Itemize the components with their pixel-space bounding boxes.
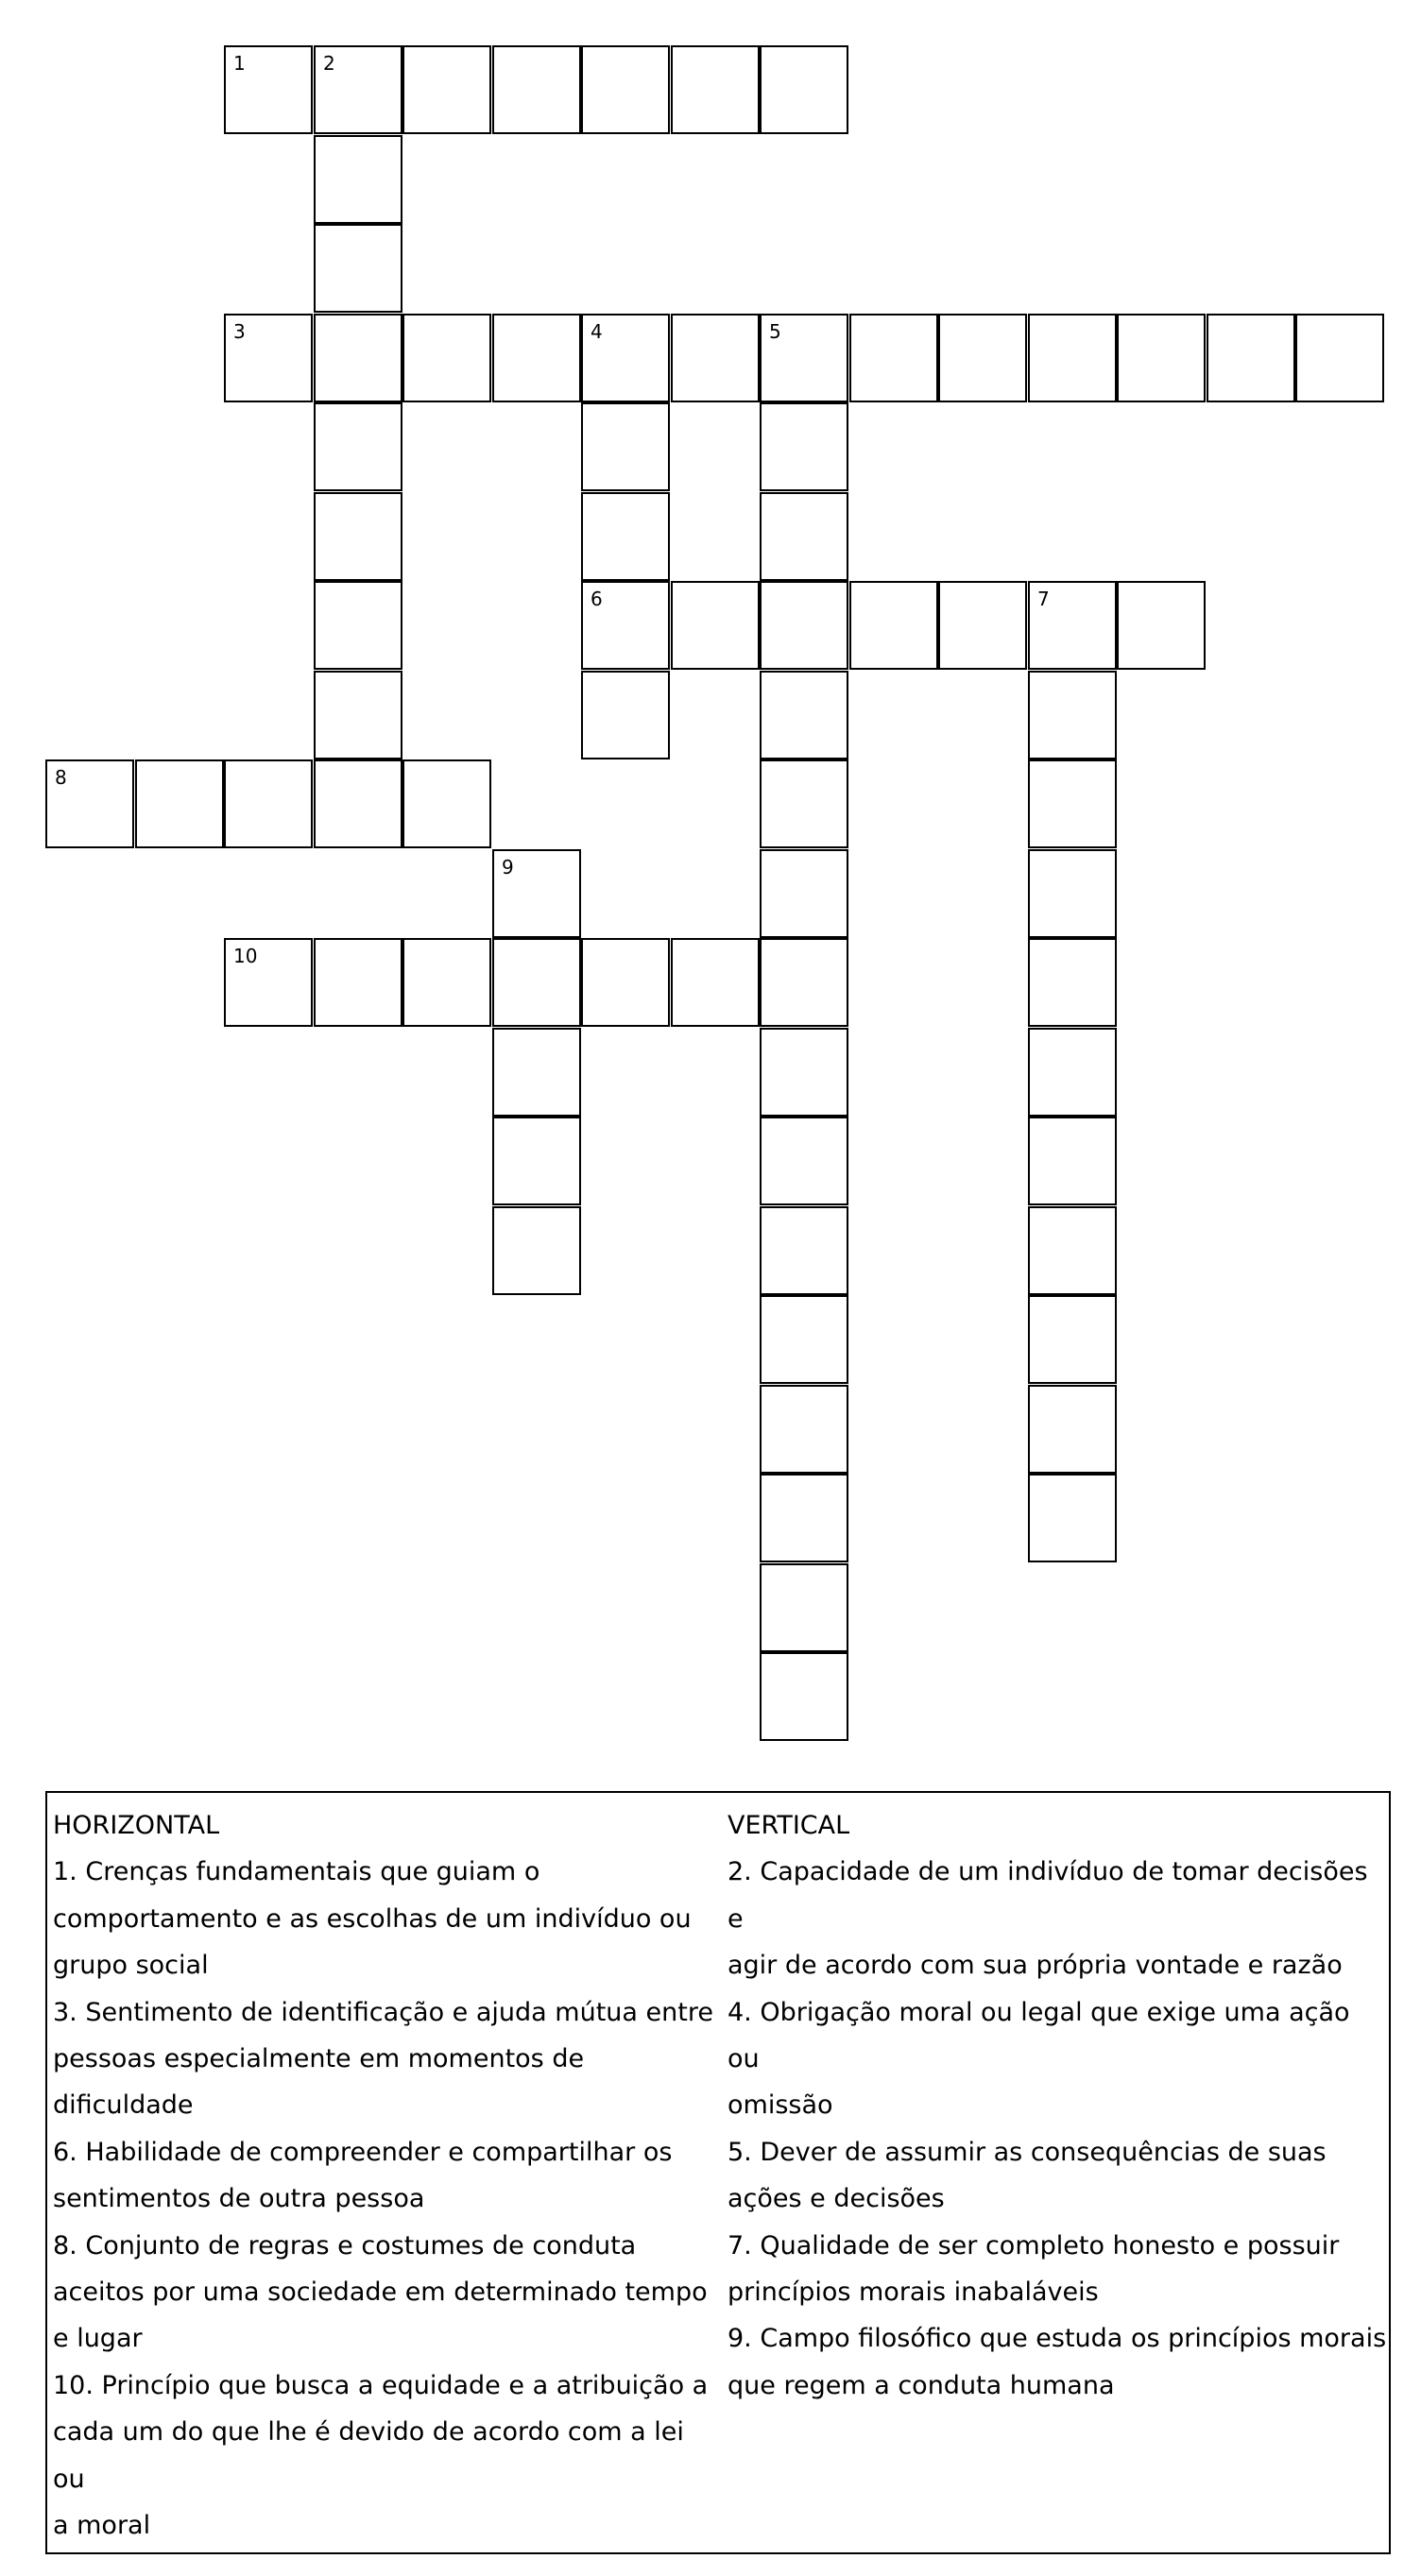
crossword-cell[interactable] — [402, 759, 491, 848]
clue-line: pessoas especialmente em momentos de — [53, 2044, 585, 2074]
crossword-cell[interactable] — [760, 938, 848, 1027]
crossword-cell[interactable] — [135, 759, 224, 848]
crossword-cell[interactable] — [760, 1385, 848, 1474]
clue-line: 7. Qualidade de ser completo honesto e possuir — [728, 2230, 1340, 2260]
crossword-cell[interactable] — [581, 671, 670, 759]
clue-line: sentimentos de outra pessoa — [53, 2184, 425, 2214]
crossword-cell[interactable] — [938, 581, 1027, 670]
crossword-cell[interactable] — [1028, 581, 1117, 670]
clue-number: 5 — [769, 320, 781, 343]
vertical-clues — [728, 1802, 1389, 2409]
clue-number: 6 — [591, 588, 603, 610]
crossword-cell[interactable] — [849, 314, 938, 402]
crossword-cell[interactable] — [671, 45, 760, 134]
clue-line: que regem a conduta humana — [728, 2370, 1115, 2400]
crossword-cell[interactable] — [1207, 314, 1295, 402]
clue-number: 3 — [233, 320, 246, 343]
clues-box — [45, 1791, 1391, 2554]
crossword-cell[interactable] — [1028, 1028, 1117, 1117]
crossword-cell[interactable] — [492, 938, 581, 1027]
clue-number: 10 — [233, 945, 258, 967]
crossword-cell[interactable] — [314, 581, 402, 670]
clue-line: 5. Dever de assumir as consequências de suas — [728, 2137, 1327, 2167]
crossword-cell[interactable] — [581, 492, 670, 581]
crossword-cell[interactable] — [1117, 314, 1206, 402]
crossword-cell[interactable] — [849, 581, 938, 670]
clue-number: 2 — [323, 52, 335, 75]
crossword-cell[interactable] — [760, 1117, 848, 1205]
crossword-cell[interactable] — [760, 314, 848, 402]
crossword-cell[interactable] — [1028, 849, 1117, 938]
crossword-cell[interactable] — [760, 45, 848, 134]
clue-line: comportamento e as escolhas de um indivíduo ou — [53, 1903, 692, 1934]
crossword-cell[interactable] — [1295, 314, 1384, 402]
crossword-cell[interactable] — [760, 402, 848, 491]
crossword-cell[interactable] — [224, 45, 313, 134]
horizontal-clues — [53, 1802, 714, 2550]
horizontal-heading: HORIZONTAL — [53, 1811, 220, 1840]
crossword-cell[interactable] — [1028, 671, 1117, 759]
crossword-cell[interactable] — [1028, 1474, 1117, 1562]
clue-line: 10. Princípio que busca a equidade e a atribuição a — [53, 2370, 709, 2400]
crossword-cell[interactable] — [492, 1206, 581, 1295]
clue-number: 4 — [591, 320, 603, 343]
clue-line: 4. Obrigação moral ou legal que exige uma ação ou — [728, 1997, 1350, 2074]
crossword-cell[interactable] — [671, 581, 760, 670]
crossword-cell[interactable] — [760, 1206, 848, 1295]
crossword-cell[interactable] — [314, 224, 402, 313]
crossword-cell[interactable] — [581, 581, 670, 670]
crossword-cell[interactable] — [581, 45, 670, 134]
clue-line: aceitos por uma sociedade em determinado tempo — [53, 2277, 708, 2308]
clue-line: grupo social — [53, 1951, 209, 1981]
crossword-cell[interactable] — [581, 938, 670, 1027]
clue-line: 8. Conjunto de regras e costumes de conduta — [53, 2230, 637, 2260]
crossword-cell[interactable] — [1028, 938, 1117, 1027]
crossword-cell[interactable] — [402, 45, 491, 134]
crossword-cell[interactable] — [224, 759, 313, 848]
crossword-cell[interactable] — [314, 135, 402, 224]
clue-line: 2. Capacidade de um indivíduo de tomar decisões e — [728, 1857, 1368, 1934]
crossword-cell[interactable] — [224, 314, 313, 402]
crossword-cell[interactable] — [938, 314, 1027, 402]
clue-line: 1. Crenças fundamentais que guiam o — [53, 1857, 540, 1887]
clue-line: dificuldade — [53, 2090, 194, 2121]
clue-number: 7 — [1037, 588, 1050, 610]
crossword-cell[interactable] — [314, 671, 402, 759]
crossword-cell[interactable] — [671, 938, 760, 1027]
crossword-cell[interactable] — [671, 314, 760, 402]
clue-line: a moral — [53, 2511, 151, 2541]
crossword-cell[interactable] — [760, 1295, 848, 1384]
crossword-cell[interactable] — [760, 671, 848, 759]
crossword-cell[interactable] — [760, 492, 848, 581]
crossword-cell[interactable] — [1028, 1385, 1117, 1474]
clue-number: 8 — [55, 766, 67, 789]
crossword-cell[interactable] — [402, 314, 491, 402]
clue-line: omissão — [728, 2090, 833, 2121]
clue-line: agir de acordo com sua própria vontade e razão — [728, 1951, 1343, 1981]
crossword-cell[interactable] — [492, 45, 581, 134]
clue-line: 6. Habilidade de compreender e compartilhar os — [53, 2137, 673, 2167]
crossword-cell[interactable] — [314, 759, 402, 848]
clue-number: 9 — [502, 856, 514, 879]
crossword-cell[interactable] — [45, 759, 134, 848]
clue-line: princípios morais inabaláveis — [728, 2277, 1099, 2308]
crossword-cell[interactable] — [760, 1652, 848, 1741]
crossword-cell[interactable] — [1028, 314, 1117, 402]
crossword-cell[interactable] — [492, 1117, 581, 1205]
crossword-cell[interactable] — [760, 849, 848, 938]
clue-line: e lugar — [53, 2324, 143, 2354]
crossword-cell[interactable] — [1117, 581, 1206, 670]
crossword-cell[interactable] — [1028, 1295, 1117, 1384]
crossword-cell[interactable] — [581, 402, 670, 491]
crossword-cell[interactable] — [314, 45, 402, 134]
clue-number: 1 — [233, 52, 246, 75]
clue-line: 9. Campo filosófico que estuda os princípios morais — [728, 2324, 1387, 2354]
crossword-cell[interactable] — [492, 314, 581, 402]
crossword-cell[interactable] — [1028, 759, 1117, 848]
clue-line: cada um do que lhe é devido de acordo com a lei ou — [53, 2417, 684, 2494]
vertical-heading: VERTICAL — [728, 1811, 850, 1840]
clue-line: 3. Sentimento de identificação e ajuda mútua entre — [53, 1997, 713, 2027]
crossword-cell[interactable] — [760, 1474, 848, 1562]
crossword-cell[interactable] — [760, 1563, 848, 1652]
crossword-cell[interactable] — [1028, 1117, 1117, 1205]
crossword-cell[interactable] — [402, 938, 491, 1027]
crossword-cell[interactable] — [760, 581, 848, 670]
crossword-cell[interactable] — [314, 314, 402, 402]
crossword-cell[interactable] — [314, 938, 402, 1027]
crossword-cell[interactable] — [314, 492, 402, 581]
crossword-cell[interactable] — [581, 314, 670, 402]
crossword-cell[interactable] — [760, 759, 848, 848]
clue-line: ações e decisões — [728, 2184, 945, 2214]
crossword-cell[interactable] — [492, 1028, 581, 1117]
crossword-cell[interactable] — [492, 849, 581, 938]
crossword-cell[interactable] — [224, 938, 313, 1027]
crossword-cell[interactable] — [1028, 1206, 1117, 1295]
crossword-cell[interactable] — [760, 1028, 848, 1117]
crossword-cell[interactable] — [314, 402, 402, 491]
